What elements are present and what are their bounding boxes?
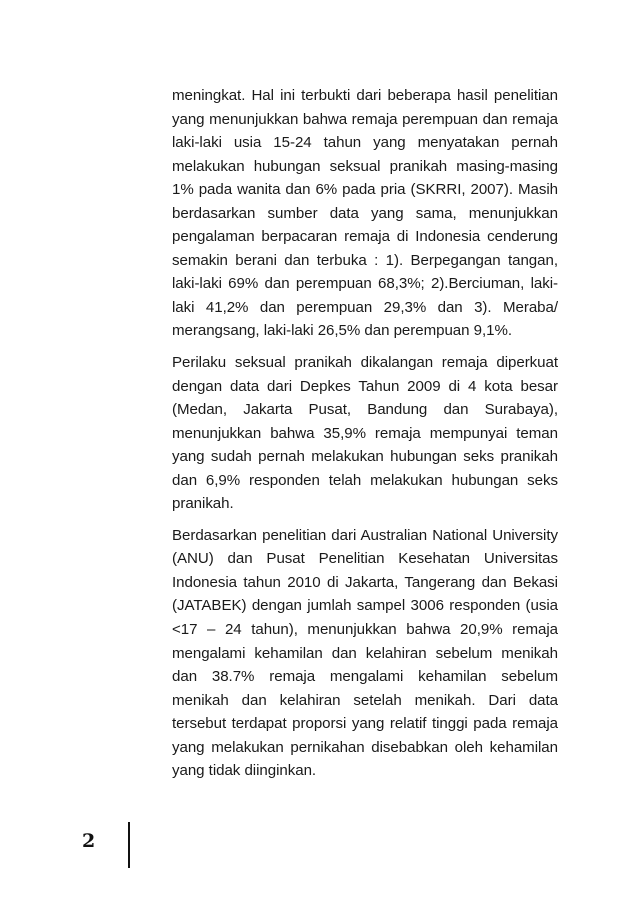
paragraph-survey-results: meningkat. Hal ini terbukti dari beberapa hasil penelitian yang menunjukkan bahwa remaja perempuan dan remaja laki-laki usia 15-24 tahun yang menyatakan pernah melakukan hubungan seksual pranikah masing-masing 1% pada wanita dan 6% pada pria (SKRRI, 2007). Masih berdasarkan sumber data yang sama, menunjukkan pengalaman berpacaran remaja di Indonesia cenderung semakin berani dan terbuka : 1). Berpegangan tangan, laki-laki 69% dan perempuan 68,3%; 2).Berciuman, laki-laki 41,2% dan perempuan 29,3% dan 3). Meraba/ merangsang, laki-laki 26,5% dan perempuan 9,1%.	[172, 87, 558, 340]
body-text	[172, 84, 558, 791]
paragraph-depkes-data: Perilaku seksual pranikah dikalangan remaja diperkuat dengan data dari Depkes Tahun 2009 di 4 kota besar (Medan, Jakarta Pusat, Bandung dan Surabaya), menunjukkan bahwa 35,9% remaja mempunyai teman yang sudah pernah melakukan hubungan seks pranikah dan 6,9% responden telah melakukan hubungan seks pranikah.	[172, 354, 558, 513]
paragraph-anu-research: Berdasarkan penelitian dari Australian National University (ANU) dan Pusat Penelitian Kesehatan Universitas Indonesia tahun 2010 di Jakarta, Tangerang dan Bekasi (JATABEK) dengan jumlah sampel 3006 responden (usia <17 – 24 tahun), menunjukkan bahwa 20,9% remaja mengalami kehamilan dan kelahiran sebelum menikah dan 38.7% remaja mengalami kehamilan sebelum menikah dan kelahiran setelah menikah. Dari data tersebut terdapat proporsi yang relatif tinggi pada remaja yang melakukan pernikahan disebabkan oleh kehamilan yang tidak diinginkan.	[172, 526, 558, 780]
page-number-divider	[128, 822, 130, 868]
page-number: 2	[82, 830, 96, 852]
